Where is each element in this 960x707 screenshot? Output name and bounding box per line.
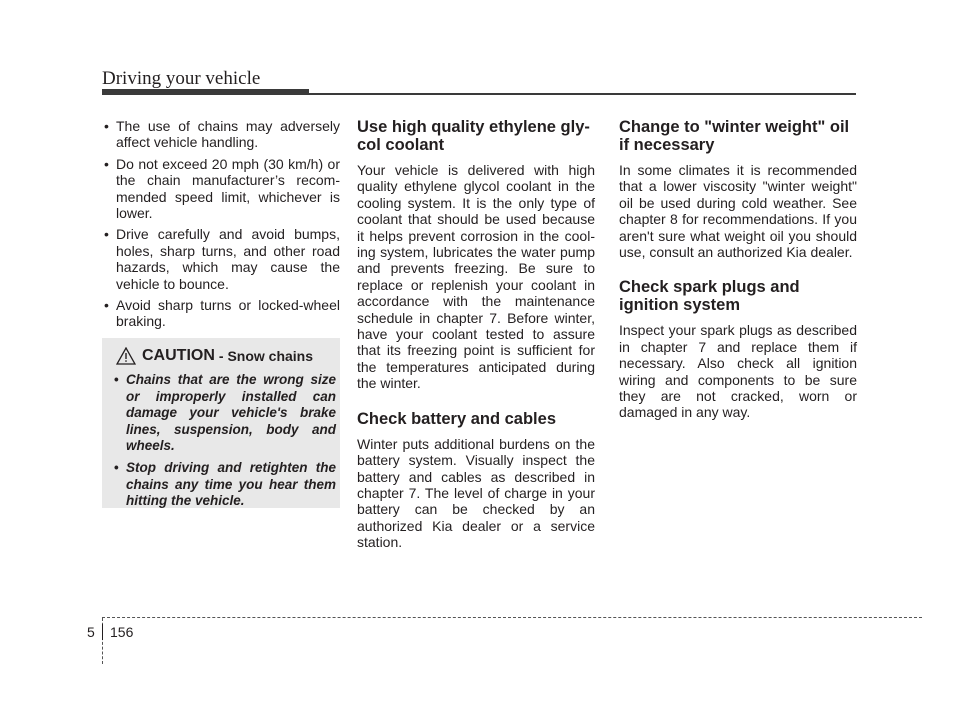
chain-tips-list (102, 118, 340, 330)
caution-subtitle: - Snow chains (218, 348, 314, 364)
list-item: • Chains that are the wrong size or improperly installed can damage your vehicle's brake lines, suspension, body and wheels. (112, 372, 336, 455)
section-body: In some climates it is recommended that a lower viscosity "winter weight" oil be used during cold weather. See chapter 8 for recommendations. If you aren't sure what weight oil you should use, consult an authorized Kia dealer. (619, 162, 857, 261)
section-body: Your vehicle is delivered with high quality ethylene glycol coolant in the cooling system. It is the only type of coolant that should be used because it helps prevent corrosion in the cool-ing system, lubricates the water pump and prevents freezing. Be sure to replace or replenish your coolant in accordance with the maintenance schedule in chapter 7. Before winter, have your coolant tested to assure that its freezing point is sufficient for the temperatures anticipated during the winter. (357, 162, 595, 392)
list-item: • Stop driving and retighten the chains any time you hear them hitting the vehicle. (112, 460, 336, 510)
column-3 (619, 118, 857, 439)
footer-dashed-rule (102, 617, 922, 618)
list-item: • The use of chains may adversely affect vehicle handling. (102, 118, 340, 151)
header-rule-thin (309, 93, 856, 95)
list-item: • Drive carefully and avoid bumps, holes, sharp turns, and other road hazards, which may cause the vehicle to bounce. (102, 226, 340, 292)
section-body: Inspect your spark plugs as described in chapter 7 and replace them if necessary. Also check all ignition wiring and components to be sure they are not cracked, worn or damaged in any way. (619, 322, 857, 421)
section-heading: Change to "winter weight" oil if necessary (619, 118, 850, 154)
section-body: Winter puts additional burdens on the battery system. Visually inspect the battery and cables as described in chapter 7. The level of charge in your battery can be checked by an authorized Kia dealer or a service station. (357, 435, 595, 551)
section-heading: Check battery and cables (357, 409, 556, 428)
column-1 (102, 118, 340, 335)
caution-word: CAUTION (142, 347, 215, 364)
page-number-separator (102, 624, 103, 640)
caution-list (112, 372, 336, 515)
chapter-number: 5 (87, 624, 95, 640)
caution-box (102, 338, 340, 508)
page-number: 156 (110, 624, 134, 640)
header-rule-thick (102, 89, 309, 95)
list-item: • Avoid sharp turns or locked-wheel braking. (102, 297, 340, 330)
caution-header (116, 347, 313, 365)
page-header-title: Driving your vehicle (102, 68, 261, 89)
column-2 (357, 118, 595, 569)
list-item: • Do not exceed 20 mph (30 km/h) or the chain manufacturer’s recom-mended speed limit, whichever is lower. (102, 156, 340, 222)
section-heading: Use high quality ethylene gly-col coolant (357, 118, 590, 154)
section-heading: Check spark plugs and ignition system (619, 278, 800, 315)
warning-triangle-icon (116, 347, 136, 365)
